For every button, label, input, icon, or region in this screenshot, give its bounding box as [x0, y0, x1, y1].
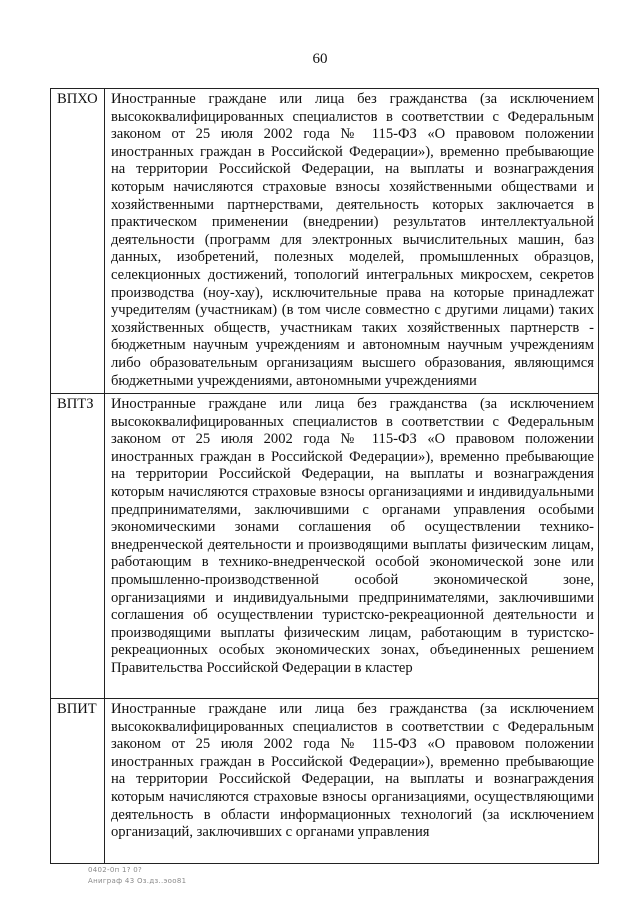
table-row	[51, 89, 599, 394]
category-description: Иностранные граждане или лица без гражданства (за исключением высококвалифицированных специалистов в соответствии с Федеральным законом от 25 июля 2002 года № 115-ФЗ «О правовом положении иностранных граждан в Российской Федерации»), временно пребывающие на территории Российской Федерации, на выплаты и вознаграждения которым начисляются страховые взносы организациями и индивидуальными предпринимателями, заключившими с органами управления особыми экономическими зонами соглашения об осуществлении технико-внедренческой деятельности и производящими выплаты физическим лицам, работающим в технико-внедренческой особой экономической зоне или промышленно-производственной особой экономической зоне, организациями и индивидуальными предпринимателями, заключившими соглашения об осуществлении туристско-рекреационной деятельности и производящими выплаты физическим лицам, работающим в туристско-рекреационных особых экономических зонах, объединенных решением Правительства Российской Федерации в кластер	[105, 394, 599, 699]
page-number: 60	[312, 51, 328, 67]
print-stamp-line-1: 0402-0п 1? 0?	[88, 866, 143, 874]
category-code: ВПТЗ	[51, 394, 105, 699]
category-description: Иностранные граждане или лица без гражданства (за исключением высококвалифицированных специалистов в соответствии с Федеральным законом от 25 июля 2002 года № 115-ФЗ «О правовом положении иностранных граждан в Российской Федерации»), временно пребывающие на территории Российской Федерации, на выплаты и вознаграждения которым начисляются страховые взносы хозяйственными обществами и хозяйственными партнерствами, деятельность которых заключается в практическом применении (внедрении) результатов интеллектуальной деятельности (программ для электронных вычислительных машин, баз данных, изобретений, полезных моделей, промышленных образцов, селекционных достижений, топологий интегральных микросхем, секретов производства (ноу-хау), исключительные права на которые принадлежат учредителям (участникам) (в том числе совместно с другими лицами) таких хозяйственных обществ, участникам таких хозяйственных партнерств - бюджетным научным учреждениям и автономным научным учреждениям либо образовательным организациям высшего образования, являющимся бюджетными учреждениями, автономными учреждениями	[105, 89, 599, 394]
table-row	[51, 394, 599, 699]
category-codes-table	[50, 88, 599, 864]
category-code: ВПИТ	[51, 699, 105, 864]
category-code: ВПХО	[51, 89, 105, 394]
category-description: Иностранные граждане или лица без гражданства (за исключением высококвалифицированных специалистов в соответствии с Федеральным законом от 25 июля 2002 года № 115-ФЗ «О правовом положении иностранных граждан в Российской Федерации»), временно пребывающие на территории Российской Федерации, на выплаты и вознаграждения которым начисляются страховые взносы организациями, осуществляющими деятельность в области информационных технологий (за исключением организаций, заключивших с органами управления	[105, 699, 599, 864]
print-stamp-line-2: Аниграф 43 Оз.дз..эоо81	[88, 877, 187, 885]
table-row	[51, 699, 599, 864]
